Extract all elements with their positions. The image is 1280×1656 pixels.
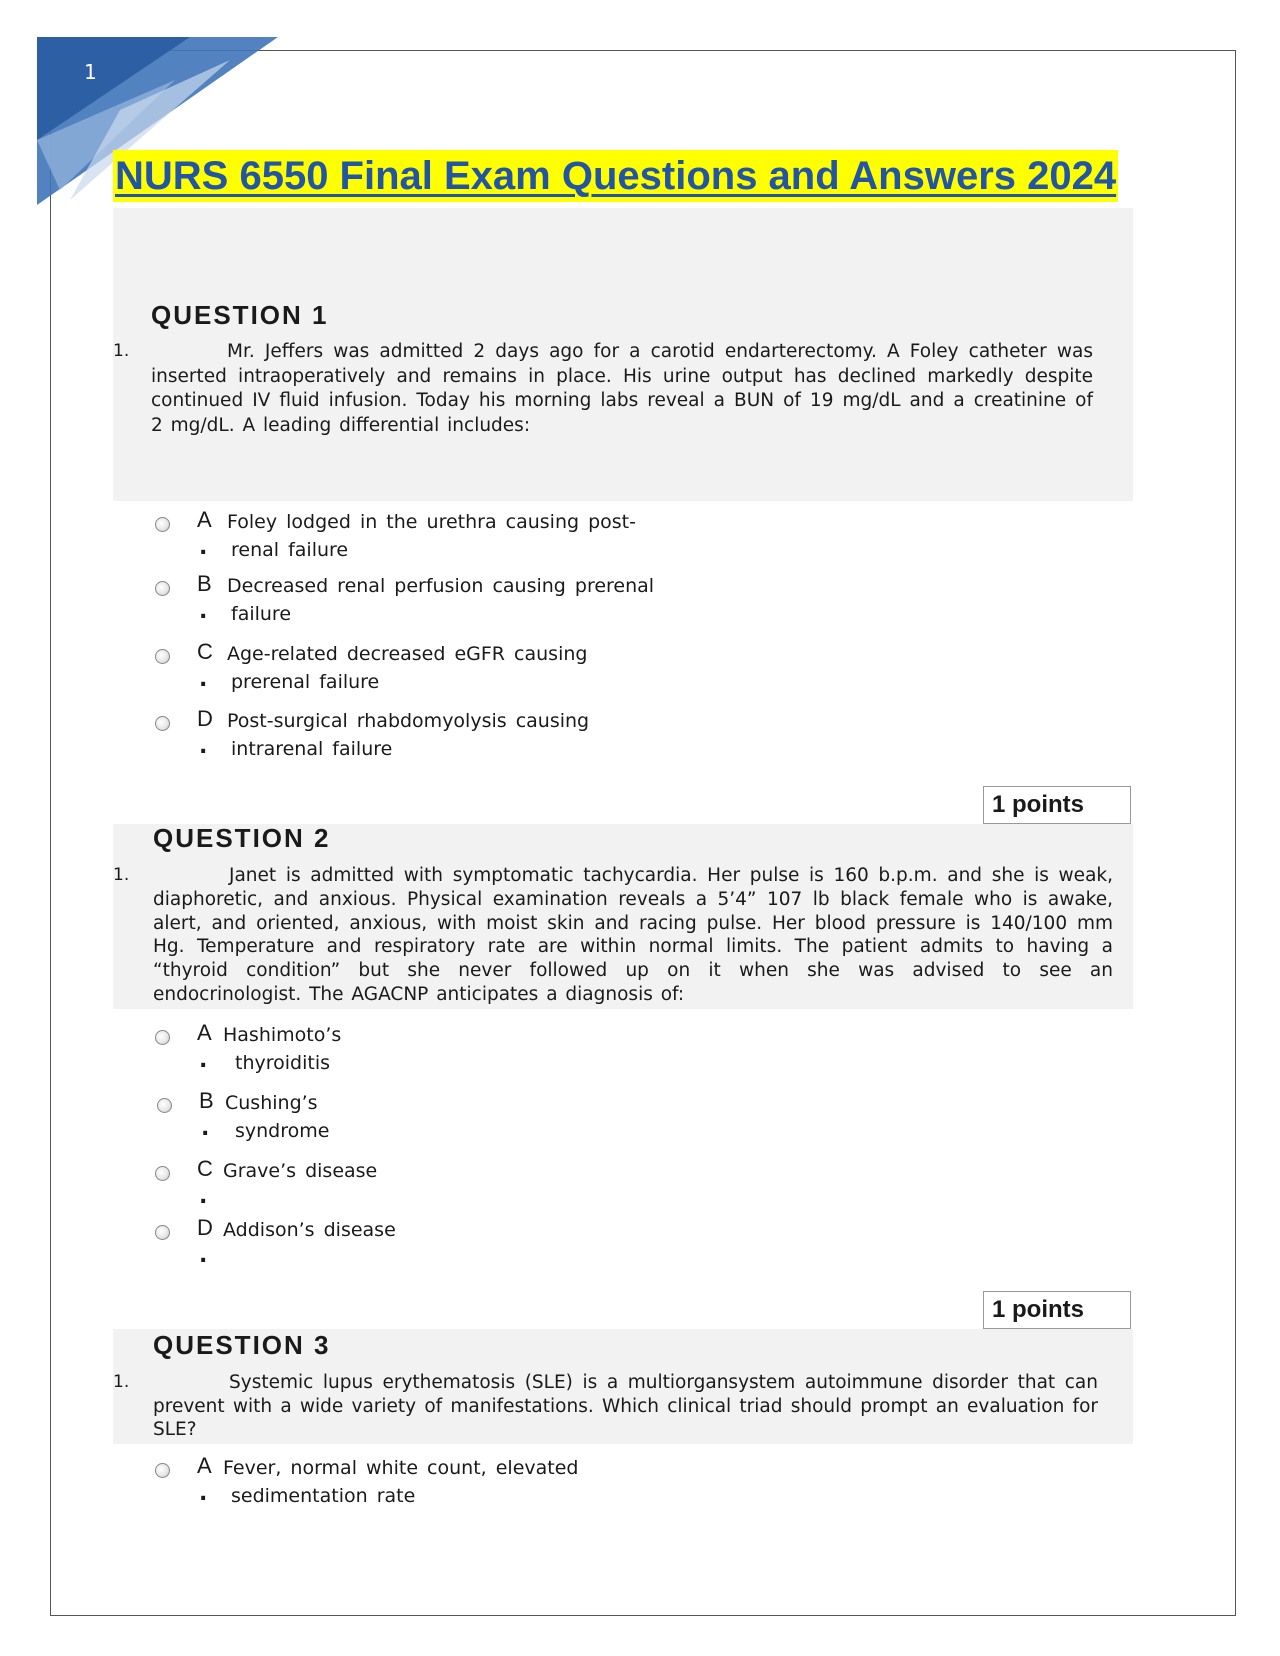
option-text: Decreased renal perfusion causing prerenal xyxy=(227,575,655,597)
question-1-number: 1. xyxy=(113,341,130,361)
option-text-continued: syndrome xyxy=(235,1120,330,1142)
option-text: Fever, normal white count, elevated xyxy=(223,1457,579,1479)
option-text-continued: renal failure xyxy=(231,539,349,561)
question-1-text: Mr. Jeffers was admitted 2 days ago for a carotid endarterectomy. A Foley catheter was inserted intraoperatively and remains in place. His urine output has declined markedly despite continued IV fluid infusion. Today his morning labs reveal a BUN of 19 mg/dL and a creatinine of 2 mg/dL. A leading differential includes: xyxy=(151,341,1093,436)
option-dot: . xyxy=(199,1184,208,1209)
question-1-points: 1 points xyxy=(983,786,1131,824)
option-letter: A xyxy=(197,507,212,532)
radio-button[interactable] xyxy=(155,1463,170,1478)
option-dot: . xyxy=(199,1481,208,1506)
option-letter: B xyxy=(199,1088,214,1113)
question-2-points: 1 points xyxy=(983,1291,1131,1329)
option-text: Grave’s disease xyxy=(223,1160,378,1182)
question-2-number: 1. xyxy=(113,865,130,885)
question-2-heading: QUESTION 2 xyxy=(153,823,331,853)
radio-button[interactable] xyxy=(155,1166,170,1181)
radio-button[interactable] xyxy=(155,1225,170,1240)
question-2-text: Janet is admitted with symptomatic tachycardia. Her pulse is 160 b.p.m. and she is weak, diaphoretic, and anxious. Physical examination reveals a 5’4” 107 lb black female who is awake, alert, and oriented, anxious, with moist skin and racing pulse. Her blood pressure is 140/100 mm Hg. Temperature and respiratory rate are within normal limits. The patient admits to having a “thyroid condition” but she never followed up on it when she was advised to see an endocrinologist. The AGACNP anticipates a diagnosis of: xyxy=(153,865,1113,1005)
option-text-continued: intrarenal failure xyxy=(231,738,393,760)
option-dot: . xyxy=(199,599,208,624)
option-text: Addison’s disease xyxy=(223,1219,396,1241)
radio-button[interactable] xyxy=(155,517,170,532)
option-letter: A xyxy=(197,1020,212,1045)
option-dot: . xyxy=(199,667,208,692)
radio-button[interactable] xyxy=(157,1098,172,1113)
option-text: Hashimoto’s xyxy=(223,1024,342,1046)
option-letter: D xyxy=(197,706,213,731)
option-text-continued: failure xyxy=(231,603,292,625)
option-text-continued: sedimentation rate xyxy=(231,1485,416,1507)
option-text-continued: prerenal failure xyxy=(231,671,380,693)
question-3-heading: QUESTION 3 xyxy=(153,1330,331,1360)
radio-button[interactable] xyxy=(155,1030,170,1045)
option-letter: D xyxy=(197,1215,213,1240)
page-number: 1 xyxy=(84,60,97,84)
radio-button[interactable] xyxy=(155,649,170,664)
option-letter: B xyxy=(197,571,212,596)
option-text: Foley lodged in the urethra causing post- xyxy=(227,511,636,533)
option-dot: . xyxy=(199,535,208,560)
option-text: Post-surgical rhabdomyolysis causing xyxy=(227,710,590,732)
radio-button[interactable] xyxy=(155,716,170,731)
option-dot: . xyxy=(199,734,208,759)
option-text: Age-related decreased eGFR causing xyxy=(227,643,588,665)
radio-button[interactable] xyxy=(155,581,170,596)
page-title: NURS 6550 Final Exam Questions and Answers 2024 xyxy=(113,150,1118,202)
question-3-number: 1. xyxy=(113,1372,130,1392)
question-1-heading: QUESTION 1 xyxy=(151,300,329,330)
option-letter: A xyxy=(197,1453,212,1478)
question-3-text: Systemic lupus erythematosis (SLE) is a multiorgansystem autoimmune disorder that can prevent with a wide variety of manifestations. Which clinical triad should prompt an evaluation for SLE? xyxy=(153,1372,1098,1440)
option-text: Cushing’s xyxy=(225,1092,318,1114)
option-dot: . xyxy=(201,1116,210,1141)
option-dot: . xyxy=(199,1243,208,1268)
option-dot: . xyxy=(199,1048,208,1073)
option-letter: C xyxy=(197,639,213,664)
option-text-continued: thyroiditis xyxy=(235,1052,330,1074)
option-letter: C xyxy=(197,1156,213,1181)
